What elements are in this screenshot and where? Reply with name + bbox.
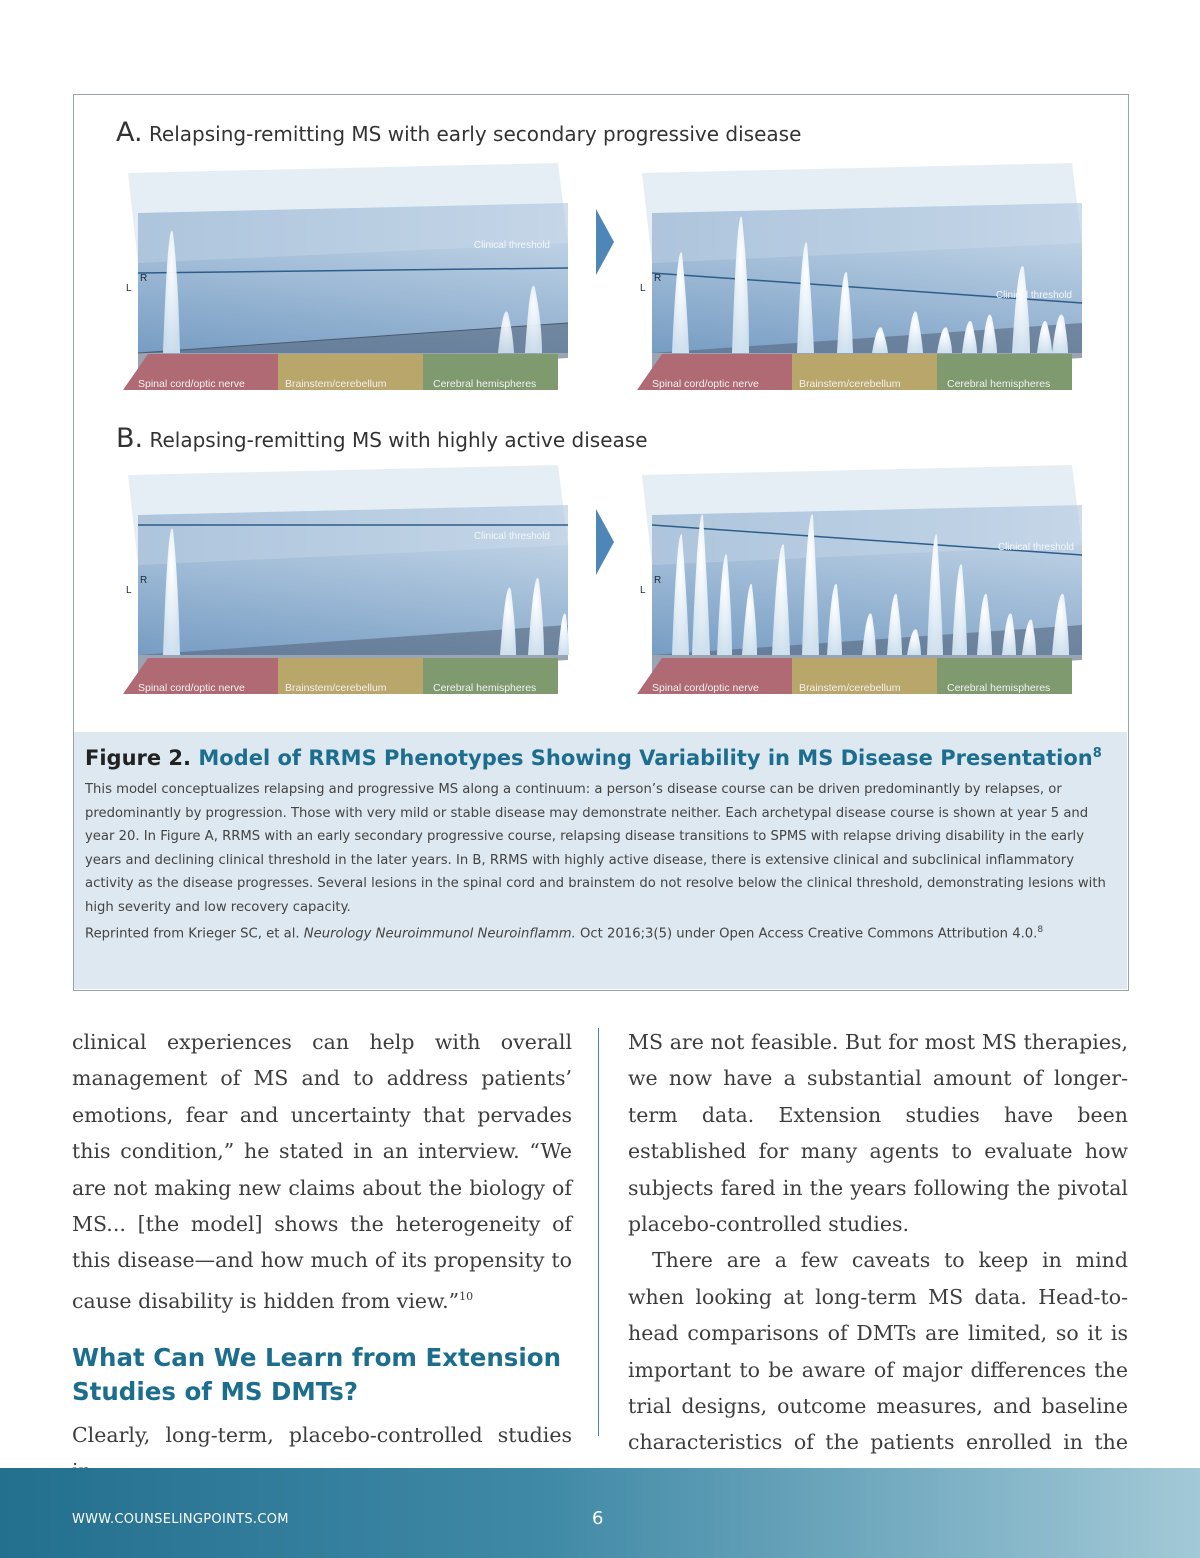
footer-url[interactable]: WWW.COUNSELINGPOINTS.COM (72, 1512, 289, 1527)
axis-r-a-right: R (654, 273, 662, 284)
segment-label: Cerebral hemispheres (947, 378, 1051, 390)
panel-b-letter: B. (116, 423, 144, 454)
segment-label: Spinal cord/optic nerve (652, 378, 759, 390)
section-heading: What Can We Learn from Extension Studies of MS DMTs? (72, 1343, 562, 1407)
threshold-label-b-right: Clinical threshold (997, 542, 1074, 553)
arrow-a (594, 207, 616, 281)
left-paragraph-1-ref: 10 (459, 1289, 474, 1303)
figure-label: Figure 2. (85, 746, 192, 770)
segment-label: Spinal cord/optic nerve (652, 682, 759, 694)
left-paragraph-1 (72, 1024, 572, 1319)
segment-label: Cerebral hemispheres (947, 682, 1051, 694)
left-paragraph-1-text: clinical experiences can help with overall management of MS and to address patients’ emotions, fear and uncertainty that pervades this condition,” he stated in an interview. “We are not making new claims about the biology of MS... [the model] shows the heterogeneity of this disease—and how much of its propensity to cause disability is hidden from view.” (72, 1030, 572, 1313)
figure-2 (73, 94, 1129, 991)
axis-l-a-left: L (126, 283, 132, 294)
column-divider (598, 1028, 599, 1436)
segment-label: Cerebral hemispheres (433, 682, 537, 694)
panel-a-segments-right (632, 350, 1092, 399)
left-column (72, 1024, 572, 1490)
panel-a-segments-left (118, 350, 578, 399)
segment-label: Brainstem/cerebellum (799, 682, 901, 694)
panel-b-segments-left (118, 654, 578, 703)
segment-label: Spinal cord/optic nerve (138, 378, 245, 390)
axis-l-b-left: L (126, 585, 132, 596)
page-footer (0, 1468, 1200, 1558)
threshold-label-a-left: Clinical threshold (473, 240, 550, 251)
figure-title: Model of RRMS Phenotypes Showing Variability in MS Disease Presentation (198, 746, 1093, 770)
panel-b-title-text: Relapsing-remitting MS with highly active disease (149, 428, 648, 452)
caption-credit (85, 919, 1117, 946)
axis-l-a-right: L (640, 283, 646, 294)
right-paragraph-2: There are a few caveats to keep in mind when looking at long-term MS data. Head-to-head comparisons of DMTs are limited, so it is important to be aware of major differences the trial designs, outcome measures, and baseline characteristics of the patients enrolled in the (628, 1248, 1128, 1455)
axis-r-a-left: R (140, 273, 148, 284)
threshold-label-b-left: Clinical threshold (473, 531, 550, 542)
segment-label: Spinal cord/optic nerve (138, 682, 245, 694)
segment-label: Brainstem/cerebellum (799, 378, 901, 390)
right-paragraph-1: MS are not feasible. But for most MS therapies, we now have a substantial amount of longer-term data. Extension studies have been established for many agents to evaluate how subjects fared in the years following the pivotal placebo-controlled studies. (628, 1030, 1128, 1237)
credit-post: Oct 2016;3(5) under Open Access Creative Commons Attribution 4.0. (575, 926, 1038, 942)
segment-label: Brainstem/cerebellum (285, 682, 387, 694)
panel-b-segments-right (632, 654, 1092, 703)
right-column (628, 1024, 1128, 1497)
arrow-b (594, 507, 616, 581)
credit-ref: 8 (1037, 925, 1044, 935)
panel-a-title-text: Relapsing-remitting MS with early secondary progressive disease (148, 122, 802, 146)
axis-r-b-left: R (140, 575, 148, 586)
segment-label: Cerebral hemispheres (433, 378, 537, 390)
credit-journal: Neurology Neuroimmunol Neuroinflamm. (303, 926, 576, 942)
figure-caption (74, 732, 1127, 989)
caption-heading (85, 740, 1117, 772)
panel-a-title (116, 117, 801, 148)
axis-l-b-right: L (640, 585, 646, 596)
credit-pre: Reprinted from Krieger SC, et al. (85, 926, 304, 942)
left-paragraph-2: Clearly, long-term, placebo-controlled studies (72, 1423, 572, 1448)
panel-b-title (116, 423, 648, 454)
caption-body: This model conceptualizes relapsing and progressive MS along a continuum: a person’s disease course can be driven predominantly by relapses, or predominantly by progression. Those with very mild or stable disease may demonstrate neither. Each archetypal disease course is shown at year 5 and year 20. In Figure A, RRMS with an early secondary progressive course, relapsing disease transitions to SPMS with relapse driving disability in the early years and declining clinical threshold in the later years. In B, RRMS with highly active disease, there is extensive clinical and subclinical inflammatory activity as the disease progresses. Several lesions in the spinal cord and brainstem do not resolve below the clinical threshold, demonstrating lesions with high severity and low recovery capacity. (85, 782, 1106, 915)
segment-label: Brainstem/cerebellum (285, 378, 387, 390)
figure-title-ref: 8 (1092, 746, 1102, 761)
panel-a-letter: A. (116, 117, 143, 148)
threshold-label-a-right: Clinical threshold (995, 290, 1072, 301)
page-number: 6 (592, 1508, 604, 1529)
axis-r-b-right: R (654, 575, 662, 586)
